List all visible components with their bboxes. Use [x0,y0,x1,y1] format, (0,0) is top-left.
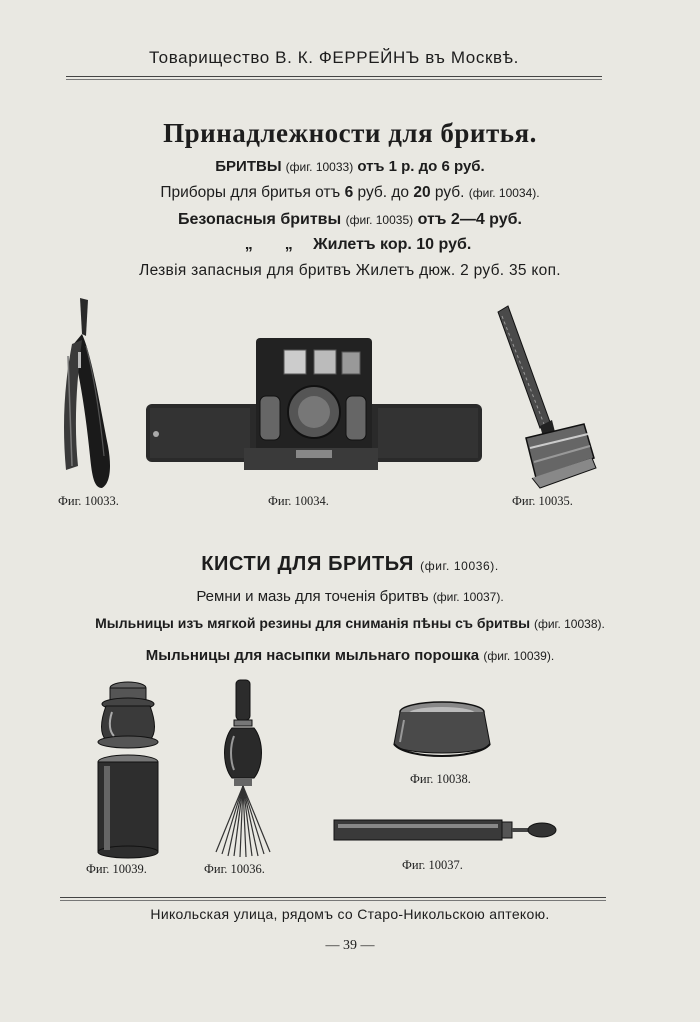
safety-razors-ref: (фиг. 10035) [345,213,414,227]
caption-fig-10034: Фиг. 10034. [268,494,329,508]
rubber-soap-dish-ref: (фиг. 10038). [533,617,605,631]
straight-razor-illustration [58,296,128,492]
section-title-brushes [40,553,660,576]
kits-text-e: руб. [430,184,469,201]
kits-price-from: 6 [344,184,354,201]
caption-fig-10036: Фиг. 10036. [204,862,265,876]
header-rule-thin [66,79,602,80]
brushes-ref: (фиг. 10036). [420,559,499,573]
ditto-mark: „ [284,236,293,253]
caption-fig-10035: Фиг. 10035. [512,494,573,508]
ditto-mark: „ [244,236,253,253]
rubber-soap-dish-illustration [386,698,498,762]
kits-line [40,184,660,202]
razors-price: отъ 1 р. до 6 руб. [357,158,485,175]
razors-label: БРИТВЫ [215,158,282,175]
razors-line [40,158,660,175]
strops-line [40,588,660,605]
section-title-shaving: Принадлежности для бритья. [163,118,537,148]
footer-rule [60,897,606,898]
strops-ref: (фиг. 10037). [432,590,504,604]
caption-fig-10038: Фиг. 10038. [410,772,471,786]
caption-fig-10033: Фиг. 10033. [58,494,119,508]
rubber-soap-dish-line [40,615,660,631]
header-rule [66,76,602,77]
razor-strop-illustration [332,816,558,848]
caption-fig-10037: Фиг. 10037. [402,858,463,872]
kits-text-c: руб. до [353,184,414,201]
gillette-text: Жилетъ кор. 10 руб. [313,236,472,253]
powder-soap-dish-line [40,647,660,664]
safety-razors-price: отъ 2—4 руб. [417,211,522,228]
page-number: — 39 — [325,938,375,953]
safety-razors-line [40,211,660,229]
powder-soap-dish-ref: (фиг. 10039). [483,649,555,663]
brushes-title: КИСТИ ДЛЯ БРИТЬЯ [201,553,414,575]
gillette-line [40,236,660,254]
shaving-brush-illustration [212,680,274,858]
razors-ref: (фиг. 10033) [285,160,354,174]
rubber-soap-dish-text: Мыльницы изъ мягкой резины для сниманія пѣны съ бритвы [95,615,531,631]
footer-address: Никольская улица, рядомъ со Старо-Никольскою аптекою. [150,906,550,922]
kits-price-to: 20 [413,184,431,201]
page-header: Товарищество В. К. ФЕРРЕЙНЪ въ Москвѣ. [149,48,519,67]
footer-rule-thin [60,900,606,901]
safety-razor-illustration [496,306,600,492]
blades-line: Лезвія запасныя для бритвъ Жилетъ дюж. 2 руб. 35 коп. [139,262,561,279]
powder-soap-dish-text: Мыльницы для насыпки мыльнаго порошка [145,647,480,664]
shaving-kit-illustration [146,338,482,472]
kits-text-a: Приборы для бритья отъ [160,184,345,201]
caption-fig-10039: Фиг. 10039. [86,862,147,876]
strops-text: Ремни и мазь для точенія бритвъ [196,588,429,605]
safety-razors-label: Безопасныя бритвы [178,211,342,228]
kits-ref: (фиг. 10034). [468,186,540,200]
soap-powder-container-illustration [92,682,164,858]
